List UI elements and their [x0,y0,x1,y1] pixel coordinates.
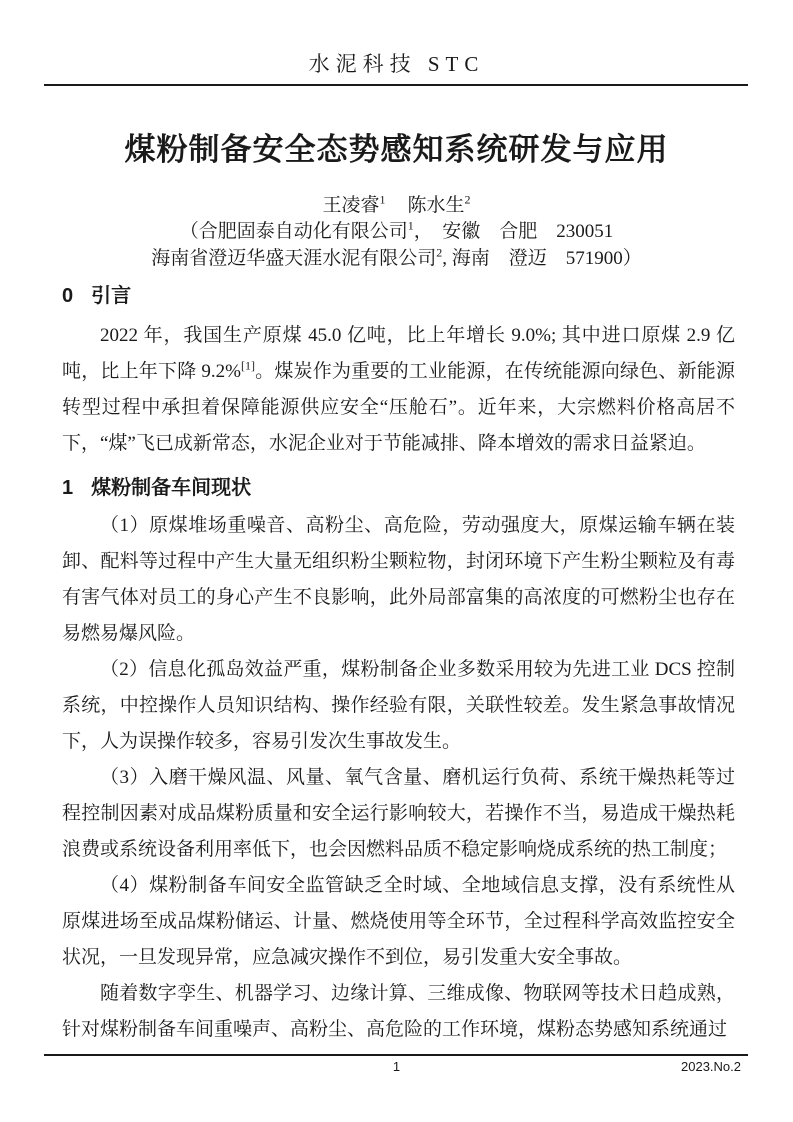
section-heading-1 [62,474,735,502]
author-1 [322,192,386,216]
affiliation-1-superscript: 1 [407,218,414,233]
intro-paragraph [62,318,735,462]
affiliation-2-text: 海南省澄迈华盛天涯水泥有限公司 [151,248,437,269]
affiliation-2-superscript: 2 [436,245,443,260]
paragraph-item-3: （3）入磨干燥风温、风量、氧气含量、磨机运行负荷、系统干燥热耗等过程控制因素对成品煤粉质量和安全运行影响较大，若操作不当，易造成干燥热耗浪费或系统设备利用率低下，也会因燃料品质不稳定影响烧成系统的热工制度； [62,767,735,860]
header-rule [44,84,748,86]
paragraph-closing: 随着数字孪生、机器学习、边缘计算、三维成像、物联网等技术日趋成熟，针对煤粉制备车间重噪声、高粉尘、高危险的工作环境，煤粉态势感知系统通过 [62,983,735,1040]
paragraph-item-2: （2）信息化孤岛效益严重，煤粉制备企业多数采用较为先进工业 DCS 控制系统，中控操作人员知识结构、操作经验有限，关联性较差。发生紧急事故情况下，人为误操作较多，容易引发次生事故发生。 [62,659,735,752]
section-0-number: 0 [62,285,74,307]
affiliation-line-1 [0,218,793,245]
affiliation-line-2 [0,245,793,272]
issue-label: 2023.No.2 [681,1059,741,1074]
section-1-title: 煤粉制备车间现状 [91,477,252,499]
author-2 [407,192,471,216]
footer-rule [44,1054,748,1056]
intro-paragraph-text: 2022 年，我国生产原煤 45.0 亿吨，比上年增长 9.0%; 其中进口原煤 2.9 亿吨，比上年下降 9.2% [62,325,735,382]
author-2-name: 陈水生 [407,195,465,216]
section-1-number: 1 [62,477,74,499]
article-body [62,282,735,1048]
author-1-superscript: 1 [379,192,386,207]
author-1-name: 王凌睿 [322,195,380,216]
intro-paragraph-continuation: 。煤炭作为重要的工业能源，在传统能源向绿色、新能源转型过程中承担着保障能源供应安全“压舱石”。近年来，大宗燃料价格高居不下，“煤”飞已成新常态，水泥企业对于节能减排、降本增效的需求日益紧迫。 [62,361,735,454]
affiliation-2-location: , 海南 澄迈 571900） [442,248,642,269]
paragraph-item-4: （4）煤粉制备车间安全监管缺乏全时域、全地域信息支撑，没有系统性从原煤进场至成品煤粉储运、计量、燃烧使用等全环节，全过程科学高效监控安全状况，一旦发现异常，应急减灾操作不到位，易引发重大安全事故。 [62,875,735,968]
article-title: 煤粉制备安全态势感知系统研发与应用 [124,132,669,167]
paragraph-item-1: （1）原煤堆场重噪音、高粉尘、高危险，劳动强度大，原煤运输车辆在装卸、配料等过程中产生大量无组织粉尘颗粒物，封闭环境下产生粉尘颗粒及有毒有害气体对员工的身心产生不良影响，此外局部富集的高浓度的可燃粉尘也存在易燃易爆风险。 [62,515,735,644]
journal-header-title: 水泥科技 STC [308,52,485,76]
affiliation-1-location: ， 安徽 合肥 230051 [413,221,614,242]
author-2-superscript: 2 [464,192,471,207]
affiliations-block [0,218,793,272]
page-number: 1 [392,1059,401,1074]
section-heading-0 [62,282,735,310]
citation-1: [1] [240,358,255,373]
authors-line [0,190,793,217]
affiliation-1-text: （合肥固泰自动化有限公司 [179,221,408,242]
section-0-title: 引言 [91,285,132,307]
